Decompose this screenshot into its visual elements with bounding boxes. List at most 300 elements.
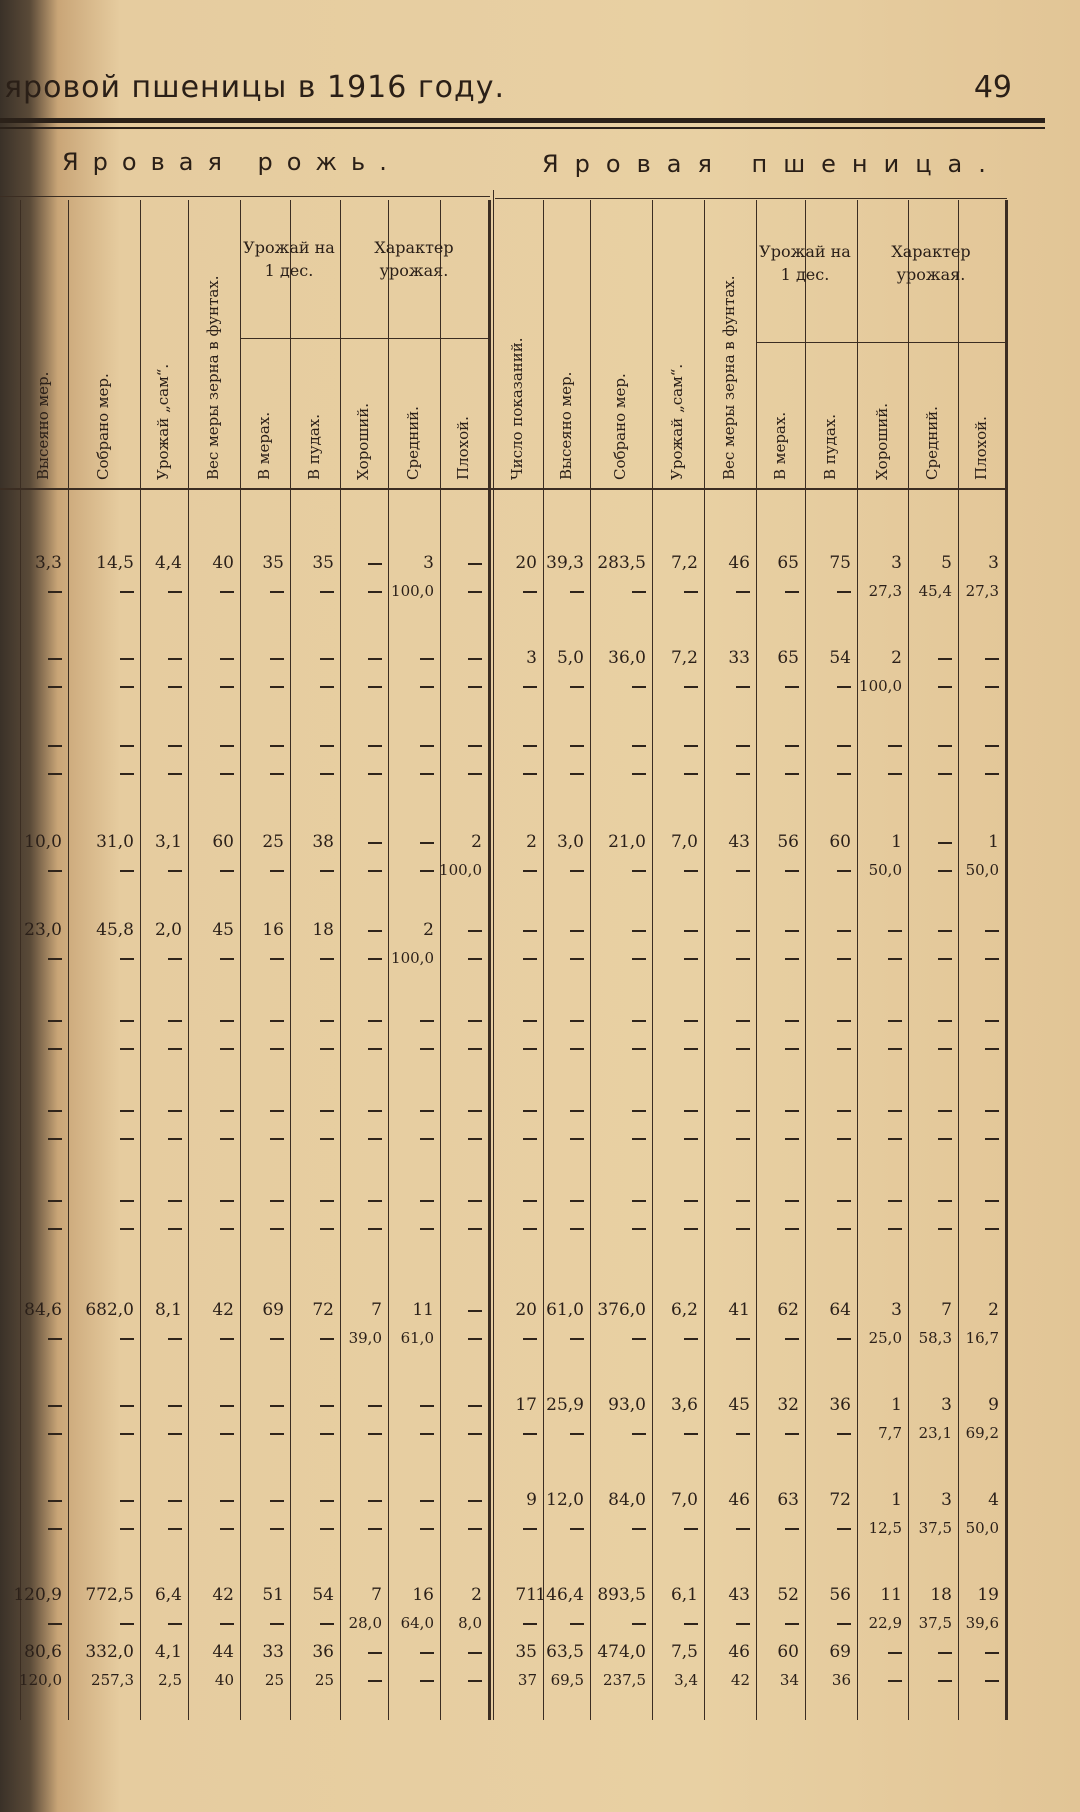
cell-subvalue xyxy=(48,764,62,782)
cell-value: 7 xyxy=(941,1300,952,1320)
table-cell xyxy=(388,1190,436,1252)
table-cell xyxy=(340,648,384,710)
table-cell xyxy=(493,1642,539,1704)
table-cell xyxy=(240,1395,286,1457)
table-cell xyxy=(340,1300,384,1362)
cell-value xyxy=(320,735,334,755)
table-cell xyxy=(704,1395,752,1457)
table-cell xyxy=(340,1010,384,1072)
table-cell xyxy=(908,1100,954,1162)
cell-value: 65 xyxy=(777,648,799,668)
cell-subvalue xyxy=(736,1039,750,1057)
cell-value: 63 xyxy=(777,1490,799,1510)
table-cell xyxy=(704,735,752,797)
cell-subvalue xyxy=(523,764,537,782)
cell-subvalue: 16,7 xyxy=(965,1329,999,1347)
cell-subvalue xyxy=(570,1519,584,1537)
table-cell xyxy=(908,1490,954,1552)
cell-subvalue xyxy=(270,1614,284,1632)
cell-value xyxy=(888,1642,902,1662)
cell-subvalue xyxy=(632,1519,646,1537)
cell-value xyxy=(468,1100,482,1120)
cell-subvalue xyxy=(220,1219,234,1237)
cell-subvalue xyxy=(270,949,284,967)
cell-value xyxy=(220,1190,234,1210)
cell-value: 20 xyxy=(515,1300,537,1320)
table-cell xyxy=(188,1010,236,1072)
cell-subvalue xyxy=(368,861,382,879)
cell-value: 46 xyxy=(728,553,750,573)
cell-subvalue xyxy=(48,677,62,695)
cell-value: 6,2 xyxy=(670,1300,698,1320)
cell-subvalue: 50,0 xyxy=(965,861,999,879)
table-cell xyxy=(652,832,700,894)
cell-value xyxy=(420,1395,434,1415)
table-cell xyxy=(140,1642,184,1704)
cell-subvalue xyxy=(220,861,234,879)
cell-subvalue xyxy=(785,1219,799,1237)
table-cell xyxy=(756,648,801,710)
table-cell xyxy=(440,1395,484,1457)
cell-subvalue xyxy=(368,1039,382,1057)
cell-value xyxy=(684,1100,698,1120)
table-cell xyxy=(440,1010,484,1072)
cell-value: 52 xyxy=(777,1585,799,1605)
table-cell xyxy=(857,553,904,615)
cell-subvalue xyxy=(523,1519,537,1537)
cell-subvalue xyxy=(270,861,284,879)
cell-subvalue xyxy=(938,1671,952,1689)
cell-subvalue xyxy=(168,1519,182,1537)
table-cell xyxy=(140,1010,184,1072)
table-cell xyxy=(805,920,853,982)
cell-subvalue xyxy=(320,582,334,600)
cell-value xyxy=(420,1100,434,1120)
table-cell xyxy=(188,832,236,894)
cell-value: 4,4 xyxy=(154,553,182,573)
cell-value: 35 xyxy=(312,553,334,573)
table-cell xyxy=(805,553,853,615)
table-cell xyxy=(652,1010,700,1072)
cell-subvalue xyxy=(120,861,134,879)
cell-subvalue xyxy=(320,1039,334,1057)
cell-value xyxy=(420,735,434,755)
cell-subvalue xyxy=(320,1129,334,1147)
cell-subvalue xyxy=(837,1039,851,1057)
cell-subvalue xyxy=(837,1614,851,1632)
table-cell xyxy=(857,920,904,982)
cell-value: 84,6 xyxy=(24,1300,62,1320)
column-header-rye-7: Средний. xyxy=(404,406,422,480)
cell-subvalue: 8,0 xyxy=(458,1614,482,1632)
cell-value xyxy=(785,1100,799,1120)
cell-subvalue xyxy=(938,764,952,782)
cell-subvalue xyxy=(523,1329,537,1347)
cell-value: 5 xyxy=(941,553,952,573)
cell-subvalue xyxy=(220,677,234,695)
table-cell xyxy=(493,735,539,797)
cell-value xyxy=(220,1100,234,1120)
cell-subvalue xyxy=(48,1329,62,1347)
table-cell xyxy=(958,1395,1001,1457)
cell-subvalue xyxy=(985,949,999,967)
cell-value: 80,6 xyxy=(24,1642,62,1662)
table-cell xyxy=(857,1395,904,1457)
cell-value xyxy=(888,920,902,940)
cell-subvalue xyxy=(168,1424,182,1442)
cell-subvalue xyxy=(168,677,182,695)
cell-value xyxy=(368,553,382,573)
cell-value: 39,3 xyxy=(546,553,584,573)
cell-value xyxy=(168,1100,182,1120)
cell-subvalue xyxy=(168,1129,182,1147)
cell-value xyxy=(570,735,584,755)
cell-subvalue xyxy=(985,1039,999,1057)
cell-subvalue xyxy=(523,1039,537,1057)
cell-subvalue xyxy=(270,1519,284,1537)
table-cell xyxy=(20,1010,64,1072)
page-header xyxy=(0,70,1080,110)
cell-subvalue xyxy=(736,1329,750,1347)
cell-value xyxy=(168,735,182,755)
cell-value xyxy=(270,1490,284,1510)
cell-value xyxy=(168,1395,182,1415)
cell-value: 32 xyxy=(777,1395,799,1415)
cell-value: 60 xyxy=(212,832,234,852)
cell-value xyxy=(270,735,284,755)
cell-subvalue xyxy=(938,949,952,967)
table-cell xyxy=(805,832,853,894)
table-cell xyxy=(493,1010,539,1072)
column-header-wheat-4: Вес меры зерна в фунтах. xyxy=(720,275,738,480)
table-cell xyxy=(590,1010,648,1072)
table-cell xyxy=(958,735,1001,797)
cell-value xyxy=(468,553,482,573)
cell-value xyxy=(468,1490,482,1510)
table-cell xyxy=(908,1395,954,1457)
table-cell xyxy=(188,648,236,710)
cell-value: 4 xyxy=(988,1490,999,1510)
table-cell xyxy=(290,1490,336,1552)
cell-value xyxy=(632,1010,646,1030)
cell-subvalue xyxy=(270,1129,284,1147)
cell-value: 9 xyxy=(988,1395,999,1415)
cell-value: 4,1 xyxy=(154,1642,182,1662)
cell-value: 7 xyxy=(371,1585,382,1605)
cell-value: 36 xyxy=(829,1395,851,1415)
cell-subvalue xyxy=(684,764,698,782)
cell-value xyxy=(320,648,334,668)
cell-value xyxy=(368,1100,382,1120)
table-cell xyxy=(805,648,853,710)
cell-subvalue xyxy=(632,1424,646,1442)
cell-subvalue xyxy=(684,949,698,967)
table-cell xyxy=(543,1395,586,1457)
cell-subvalue xyxy=(420,764,434,782)
table-cell xyxy=(20,832,64,894)
table-cell xyxy=(958,1490,1001,1552)
cell-value xyxy=(632,1100,646,1120)
cell-subvalue xyxy=(785,764,799,782)
cell-subvalue xyxy=(523,861,537,879)
cell-value: 12,0 xyxy=(546,1490,584,1510)
table-cell xyxy=(388,1642,436,1704)
cell-value: 45 xyxy=(212,920,234,940)
column-header-rye-8: Плохой. xyxy=(454,416,472,480)
cell-subvalue xyxy=(736,861,750,879)
section-title-wheat: Яровая пшеница. xyxy=(542,150,1002,178)
cell-subvalue xyxy=(468,582,482,600)
column-header-wheat-5: В мерах. xyxy=(770,411,789,480)
cell-value xyxy=(48,1395,62,1415)
cell-subvalue xyxy=(985,1129,999,1147)
table-cell xyxy=(805,1100,853,1162)
cell-value xyxy=(48,1490,62,1510)
table-cell xyxy=(958,1190,1001,1252)
table-cell xyxy=(68,648,136,710)
table-cell xyxy=(756,1395,801,1457)
cell-subvalue: 22,9 xyxy=(868,1614,902,1632)
cell-subvalue xyxy=(168,582,182,600)
cell-value xyxy=(420,1490,434,1510)
cell-value xyxy=(888,1010,902,1030)
cell-subvalue xyxy=(684,1329,698,1347)
cell-subvalue xyxy=(270,1424,284,1442)
header-rule-thick xyxy=(0,118,1045,123)
cell-subvalue xyxy=(468,1039,482,1057)
cell-value xyxy=(684,735,698,755)
cell-subvalue xyxy=(270,1039,284,1057)
cell-value: 46 xyxy=(728,1642,750,1662)
table-cell xyxy=(543,1490,586,1552)
cell-subvalue: 27,3 xyxy=(965,582,999,600)
cell-subvalue xyxy=(684,582,698,600)
cell-value xyxy=(632,920,646,940)
table-cell xyxy=(188,1190,236,1252)
table-cell xyxy=(290,735,336,797)
cell-subvalue xyxy=(785,1039,799,1057)
cell-value xyxy=(120,1100,134,1120)
cell-value xyxy=(468,1395,482,1415)
cell-subvalue: 50,0 xyxy=(965,1519,999,1537)
cell-value xyxy=(220,1490,234,1510)
cell-value: 3,0 xyxy=(556,832,584,852)
cell-value xyxy=(368,1490,382,1510)
column-header-wheat-7: Хороший. xyxy=(872,402,891,480)
table-cell xyxy=(240,735,286,797)
cell-subvalue xyxy=(985,1219,999,1237)
cell-value xyxy=(938,1100,952,1120)
table-cell xyxy=(340,553,384,615)
cell-subvalue: 40 xyxy=(214,1671,234,1689)
table-cell xyxy=(535,1585,586,1647)
table-cell xyxy=(493,1395,539,1457)
cell-value xyxy=(220,648,234,668)
cell-subvalue xyxy=(468,764,482,782)
cell-value xyxy=(420,648,434,668)
cell-subvalue xyxy=(785,1519,799,1537)
table-cell xyxy=(493,832,539,894)
table-cell xyxy=(440,832,484,894)
table-cell xyxy=(857,1490,904,1552)
cell-subvalue: 37,5 xyxy=(918,1614,952,1632)
cell-subvalue xyxy=(48,1219,62,1237)
table-cell xyxy=(908,735,954,797)
table-cell xyxy=(805,1395,853,1457)
table-cell xyxy=(908,1010,954,1072)
table-cell xyxy=(704,1642,752,1704)
table-cell xyxy=(857,832,904,894)
cell-subvalue xyxy=(420,1519,434,1537)
cell-value: 42 xyxy=(212,1300,234,1320)
running-title: яровой пшеницы в 1916 году. xyxy=(4,70,506,105)
cell-subvalue xyxy=(468,1424,482,1442)
cell-subvalue xyxy=(837,1519,851,1537)
cell-subvalue xyxy=(684,677,698,695)
cell-subvalue xyxy=(684,1039,698,1057)
cell-subvalue xyxy=(888,949,902,967)
table-cell xyxy=(388,1010,436,1072)
cell-subvalue xyxy=(736,677,750,695)
cell-value: 54 xyxy=(829,648,851,668)
cell-subvalue xyxy=(220,1424,234,1442)
table-cell xyxy=(857,735,904,797)
table-cell xyxy=(704,1190,752,1252)
table-cell xyxy=(68,1642,136,1704)
table-cell xyxy=(340,1100,384,1162)
cell-subvalue xyxy=(570,1039,584,1057)
cell-value xyxy=(985,735,999,755)
section-rule-wheat xyxy=(495,198,1007,199)
table-cell xyxy=(704,553,752,615)
table-cell xyxy=(805,1300,853,1362)
cell-subvalue xyxy=(570,1129,584,1147)
column-header-wheat-3: Урожай „сам“. xyxy=(668,363,686,480)
table-cell xyxy=(140,1585,184,1647)
table-cell xyxy=(857,1190,904,1252)
column-header-wheat-6: В пудах. xyxy=(821,413,839,480)
cell-subvalue: 257,3 xyxy=(91,1671,134,1689)
cell-value: 56 xyxy=(829,1585,851,1605)
cell-subvalue xyxy=(220,1329,234,1347)
cell-subvalue xyxy=(570,582,584,600)
cell-subvalue xyxy=(570,1219,584,1237)
cell-subvalue xyxy=(220,582,234,600)
cell-value xyxy=(785,735,799,755)
cell-value xyxy=(48,1190,62,1210)
cell-subvalue xyxy=(120,582,134,600)
table-cell xyxy=(20,1642,64,1704)
cell-value: 3,3 xyxy=(34,553,62,573)
cell-value: 3 xyxy=(423,553,434,573)
cell-subvalue xyxy=(632,677,646,695)
table-cell xyxy=(290,832,336,894)
cell-subvalue xyxy=(168,1039,182,1057)
cell-value xyxy=(570,920,584,940)
table-cell xyxy=(908,1642,954,1704)
cell-subvalue xyxy=(684,1614,698,1632)
cell-subvalue xyxy=(736,582,750,600)
table-cell xyxy=(857,1010,904,1072)
cell-subvalue xyxy=(468,1129,482,1147)
table-cell xyxy=(68,1010,136,1072)
table-cell xyxy=(805,735,853,797)
table-cell xyxy=(188,920,236,982)
table-cell xyxy=(543,1100,586,1162)
cell-subvalue: 120,0 xyxy=(19,1671,62,1689)
table-cell xyxy=(543,1642,586,1704)
cell-value xyxy=(368,1010,382,1030)
cell-value: 16 xyxy=(412,1585,434,1605)
cell-subvalue xyxy=(736,764,750,782)
cell-subvalue xyxy=(523,677,537,695)
table-cell xyxy=(704,648,752,710)
cell-value xyxy=(120,1190,134,1210)
cell-subvalue xyxy=(632,1329,646,1347)
table-cell xyxy=(958,920,1001,982)
cell-value xyxy=(785,1190,799,1210)
table-cell xyxy=(958,1100,1001,1162)
cell-value xyxy=(420,1642,434,1662)
table-cell xyxy=(704,920,752,982)
cell-subvalue xyxy=(785,1614,799,1632)
cell-subvalue xyxy=(48,1519,62,1537)
cell-value: 9 xyxy=(526,1490,537,1510)
cell-subvalue xyxy=(837,861,851,879)
table-cell xyxy=(805,1642,853,1704)
column-header-rye-5: В пудах. xyxy=(305,413,323,480)
table-cell xyxy=(388,1490,436,1552)
cell-subvalue xyxy=(736,1424,750,1442)
cell-subvalue xyxy=(570,861,584,879)
table-cell xyxy=(805,1585,853,1647)
cell-subvalue: 2,5 xyxy=(158,1671,182,1689)
cell-value xyxy=(220,1010,234,1030)
table-cell xyxy=(493,648,539,710)
cell-value: 63,5 xyxy=(546,1642,584,1662)
cell-subvalue xyxy=(837,1219,851,1237)
table-cell xyxy=(240,1010,286,1072)
cell-subvalue xyxy=(985,677,999,695)
cell-subvalue: 3,4 xyxy=(674,1671,698,1689)
cell-value xyxy=(938,1642,952,1662)
table-cell xyxy=(188,1100,236,1162)
cell-subvalue xyxy=(888,1219,902,1237)
cell-value xyxy=(985,1100,999,1120)
cell-value xyxy=(270,1010,284,1030)
cell-value xyxy=(368,832,382,852)
cell-subvalue: 25 xyxy=(314,1671,334,1689)
cell-value: 72 xyxy=(829,1490,851,1510)
cell-value xyxy=(468,648,482,668)
cell-subvalue xyxy=(120,949,134,967)
table-cell xyxy=(240,1642,286,1704)
cell-value xyxy=(468,1010,482,1030)
cell-subvalue: 45,4 xyxy=(918,582,952,600)
cell-value xyxy=(270,1100,284,1120)
table-cell xyxy=(590,920,648,982)
table-cell xyxy=(543,648,586,710)
cell-value: 7 xyxy=(371,1300,382,1320)
table-cell xyxy=(958,648,1001,710)
cell-subvalue xyxy=(270,1329,284,1347)
table-cell xyxy=(188,1642,236,1704)
table-cell xyxy=(440,1585,484,1647)
cell-subvalue xyxy=(888,764,902,782)
cell-value: 7,2 xyxy=(670,648,698,668)
cell-subvalue xyxy=(736,1219,750,1237)
cell-value: 62 xyxy=(777,1300,799,1320)
